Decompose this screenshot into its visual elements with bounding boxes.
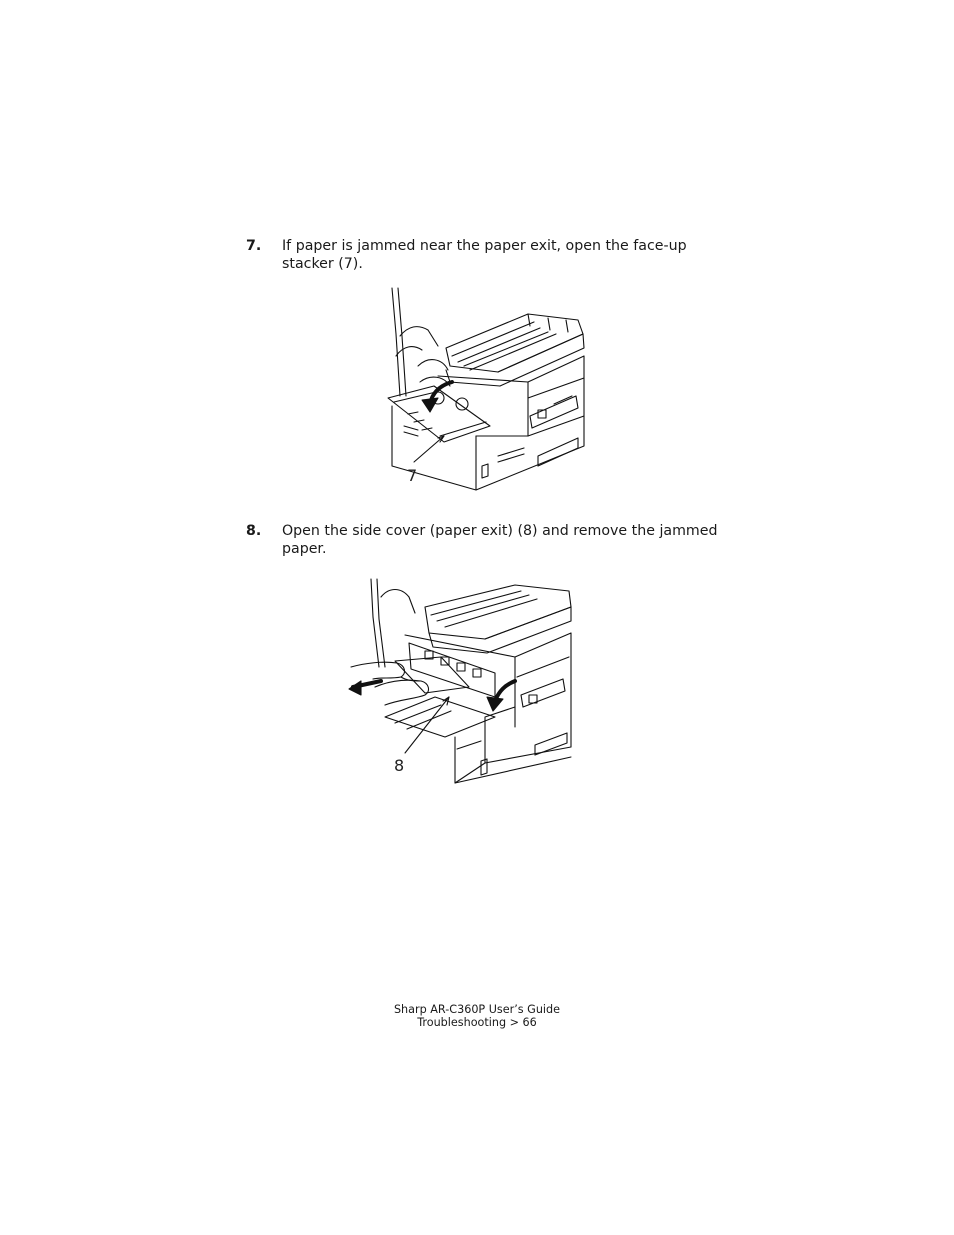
step-instruction: Open the side cover (paper exit) (8) and remove the jammed paper.: [282, 523, 718, 557]
step-instruction: If paper is jammed near the paper exit, open the face-up stacker (7).: [282, 238, 687, 272]
callout-7: 7: [407, 466, 418, 485]
footer-guide-title: Sharp AR-C360P User’s Guide: [393, 1003, 561, 1016]
step-number: 7.: [246, 238, 262, 254]
footer-section-page: Troubleshooting > 66: [417, 1016, 537, 1029]
printer-illustration-side-cover: [345, 577, 575, 787]
printer-illustration-face-up-stacker: [378, 286, 588, 492]
callout-8: 8: [394, 756, 405, 775]
step-number: 8.: [246, 523, 262, 539]
